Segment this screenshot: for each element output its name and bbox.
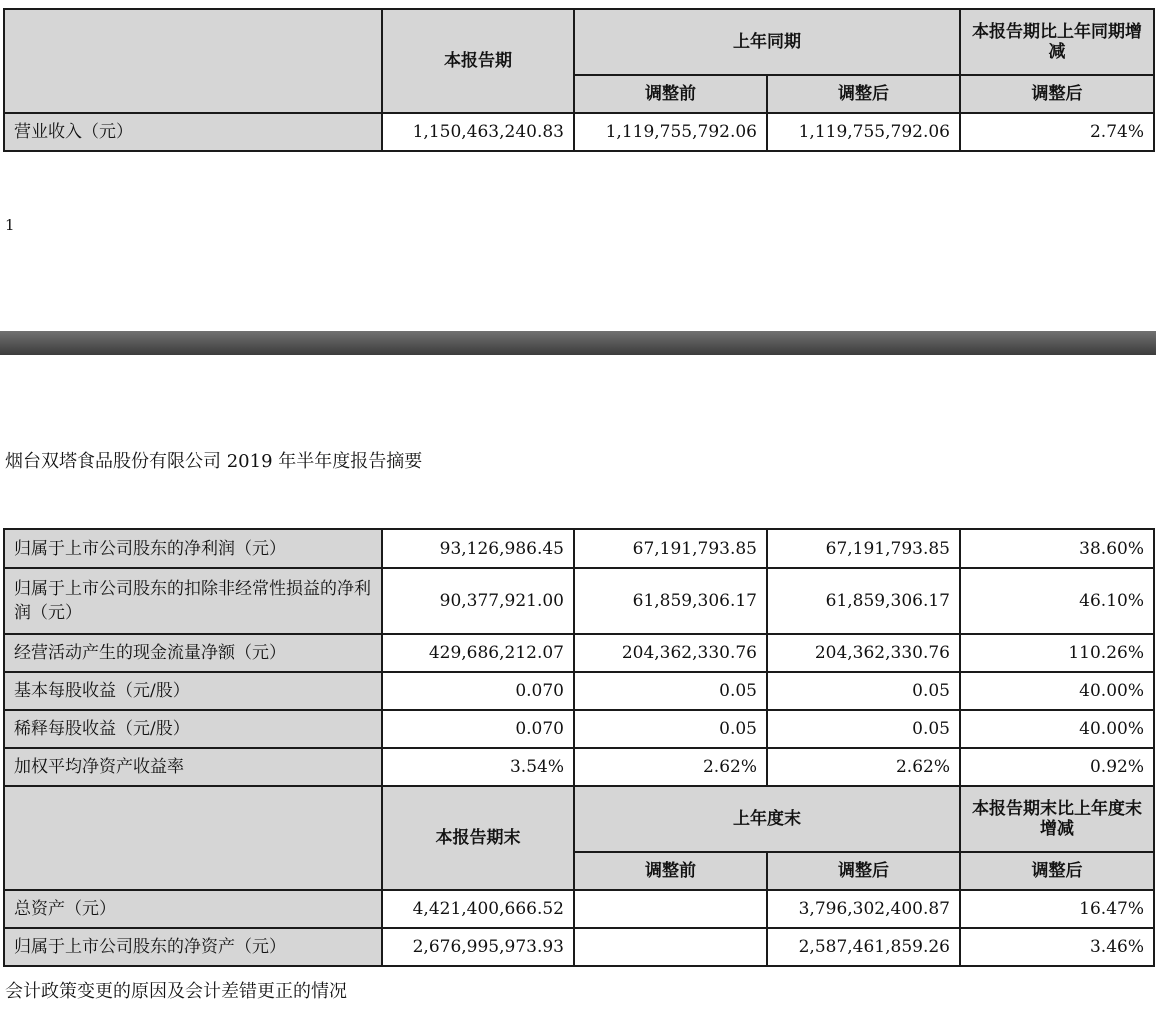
- change-value: 16.47%: [960, 890, 1154, 928]
- header-change-vs-prior-end: 本报告期末比上年度末增减: [960, 786, 1154, 852]
- current-value: 0.070: [382, 672, 574, 710]
- change-value: 3.46%: [960, 928, 1154, 966]
- after-value: 0.05: [767, 710, 960, 748]
- row-label: 归属于上市公司股东的净资产（元）: [4, 928, 382, 966]
- running-header: 烟台双塔食品股份有限公司 2019 年半年度报告摘要: [5, 451, 423, 472]
- row-label: 基本每股收益（元/股）: [4, 672, 382, 710]
- before-value: 61,859,306.17: [574, 568, 767, 634]
- page-number: 1: [5, 216, 15, 234]
- after-value: 2,587,461,859.26: [767, 928, 960, 966]
- header-change-vs-prior: 本报告期比上年同期增减: [960, 9, 1154, 75]
- financial-indicators-table: [3, 528, 1155, 967]
- header-before-adjustment: 调整前: [574, 852, 767, 890]
- current-value: 2,676,995,973.93: [382, 928, 574, 966]
- header-before-adjustment: 调整前: [574, 75, 767, 113]
- header-period-end: 本报告期末: [382, 786, 574, 890]
- table-row: [4, 113, 1154, 151]
- header-after-adjustment: 调整后: [767, 852, 960, 890]
- before-value: 204,362,330.76: [574, 634, 767, 672]
- after-value: 0.05: [767, 672, 960, 710]
- current-value: 1,150,463,240.83: [382, 113, 574, 151]
- after-value: 67,191,793.85: [767, 529, 960, 568]
- page-separator: [0, 331, 1156, 355]
- row-label: 归属于上市公司股东的扣除非经常性损益的净利润（元）: [4, 568, 382, 634]
- revenue-table: [3, 8, 1155, 152]
- change-value: 46.10%: [960, 568, 1154, 634]
- before-value: 2.62%: [574, 748, 767, 786]
- header-after-adjustment: 调整后: [767, 75, 960, 113]
- header-after-adjustment-change: 调整后: [960, 75, 1154, 113]
- row-label: 经营活动产生的现金流量净额（元）: [4, 634, 382, 672]
- before-value: 0.05: [574, 672, 767, 710]
- header-after-adjustment-change: 调整后: [960, 852, 1154, 890]
- current-value: 0.070: [382, 710, 574, 748]
- table-row: [4, 928, 1154, 966]
- after-value: 2.62%: [767, 748, 960, 786]
- footnote-heading: 会计政策变更的原因及会计差错更正的情况: [5, 981, 347, 1002]
- change-value: 40.00%: [960, 672, 1154, 710]
- header-current-period: 本报告期: [382, 9, 574, 113]
- row-label: 总资产（元）: [4, 890, 382, 928]
- after-value: 1,119,755,792.06: [767, 113, 960, 151]
- before-value: [574, 928, 767, 966]
- current-value: 93,126,986.45: [382, 529, 574, 568]
- after-value: 61,859,306.17: [767, 568, 960, 634]
- current-value: 429,686,212.07: [382, 634, 574, 672]
- before-value: 0.05: [574, 710, 767, 748]
- current-value: 90,377,921.00: [382, 568, 574, 634]
- table-row: [4, 529, 1154, 568]
- header-blank-cell: [4, 786, 382, 890]
- row-label: 加权平均净资产收益率: [4, 748, 382, 786]
- after-value: 3,796,302,400.87: [767, 890, 960, 928]
- row-label: 稀释每股收益（元/股）: [4, 710, 382, 748]
- change-value: 40.00%: [960, 710, 1154, 748]
- row-label: 归属于上市公司股东的净利润（元）: [4, 529, 382, 568]
- before-value: 1,119,755,792.06: [574, 113, 767, 151]
- change-value: 0.92%: [960, 748, 1154, 786]
- change-value: 38.60%: [960, 529, 1154, 568]
- row-label: 营业收入（元）: [4, 113, 382, 151]
- after-value: 204,362,330.76: [767, 634, 960, 672]
- header-prior-year-end: 上年度末: [574, 786, 960, 852]
- header-blank-cell: [4, 9, 382, 113]
- table-row: [4, 634, 1154, 672]
- table-row: [4, 672, 1154, 710]
- table-row: [4, 748, 1154, 786]
- header-prior-year-same-period: 上年同期: [574, 9, 960, 75]
- table-row: [4, 710, 1154, 748]
- current-value: 3.54%: [382, 748, 574, 786]
- current-value: 4,421,400,666.52: [382, 890, 574, 928]
- change-value: 2.74%: [960, 113, 1154, 151]
- before-value: 67,191,793.85: [574, 529, 767, 568]
- before-value: [574, 890, 767, 928]
- table-row: [4, 568, 1154, 634]
- table-row: [4, 890, 1154, 928]
- change-value: 110.26%: [960, 634, 1154, 672]
